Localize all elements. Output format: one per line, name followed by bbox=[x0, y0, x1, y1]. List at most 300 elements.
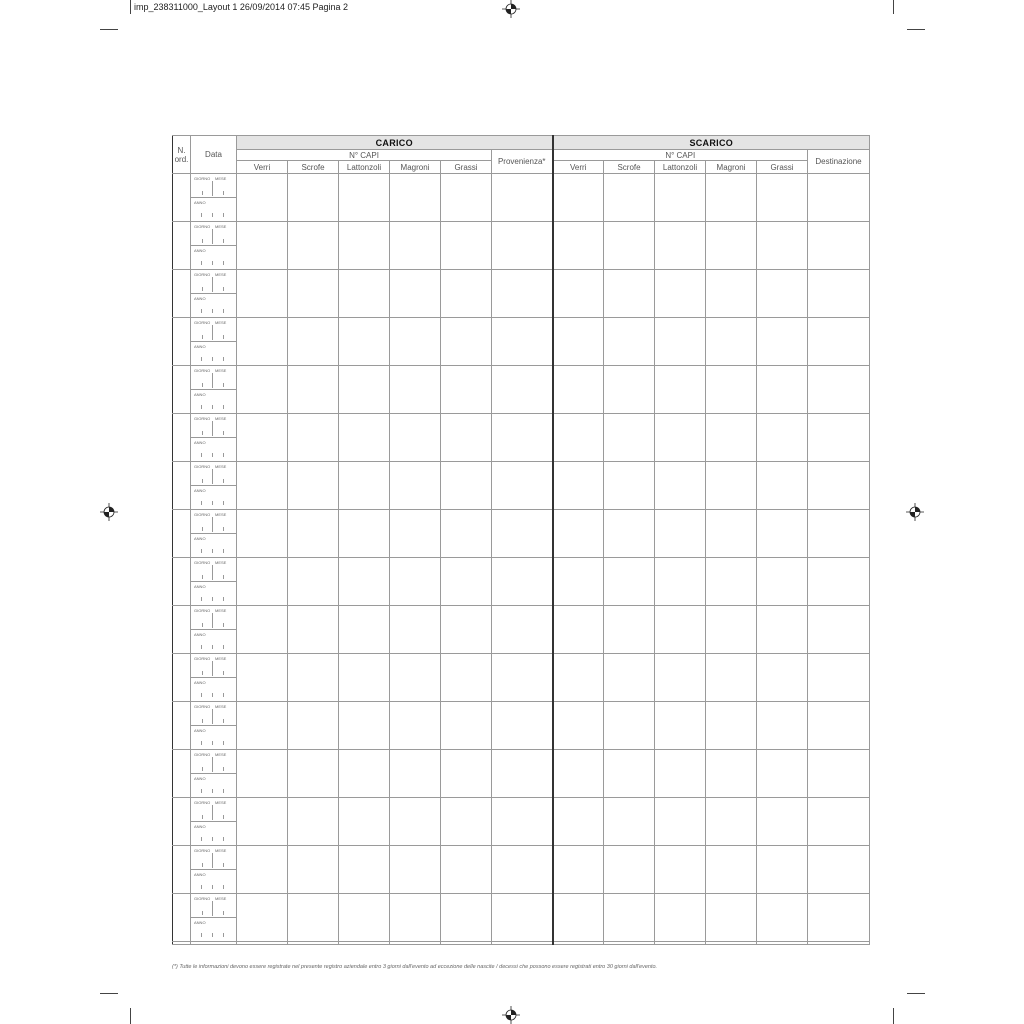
date-divider bbox=[212, 661, 213, 676]
row-number-cell[interactable] bbox=[173, 510, 191, 558]
carico-grassi-cell[interactable] bbox=[441, 510, 492, 558]
date-tick bbox=[202, 767, 203, 771]
date-separator bbox=[191, 869, 236, 870]
date-field[interactable] bbox=[191, 750, 236, 797]
carico-provenienza-cell[interactable] bbox=[492, 894, 553, 942]
carico-provenienza-cell[interactable] bbox=[492, 174, 553, 222]
carico-provenienza-cell[interactable] bbox=[492, 606, 553, 654]
date-year-label: ANNO bbox=[194, 440, 206, 445]
carico-verri-cell[interactable] bbox=[237, 510, 288, 558]
scarico-magroni-cell[interactable] bbox=[706, 846, 757, 894]
crop-mark-top-left bbox=[100, 29, 118, 30]
scarico-verri-cell[interactable] bbox=[553, 462, 604, 510]
carico-verri-cell[interactable] bbox=[237, 702, 288, 750]
scarico-destinazione-cell[interactable] bbox=[808, 462, 870, 510]
carico-provenienza-cell[interactable] bbox=[492, 798, 553, 846]
scarico-scrofe-cell[interactable] bbox=[604, 462, 655, 510]
row-date-cell[interactable] bbox=[191, 270, 237, 318]
carico-scrofe-cell[interactable] bbox=[288, 558, 339, 606]
date-tick bbox=[223, 911, 224, 915]
scarico-magroni-cell[interactable] bbox=[706, 702, 757, 750]
carico-magroni-cell[interactable] bbox=[390, 702, 441, 750]
date-field[interactable] bbox=[191, 318, 236, 365]
carico-grassi-cell[interactable] bbox=[441, 270, 492, 318]
carico-magroni-cell[interactable] bbox=[390, 894, 441, 942]
header-n-ord bbox=[173, 136, 191, 174]
carico-verri-cell[interactable] bbox=[237, 462, 288, 510]
carico-lattonzoli-cell[interactable] bbox=[339, 366, 390, 414]
scarico-verri-cell[interactable] bbox=[553, 318, 604, 366]
date-tick bbox=[212, 261, 213, 265]
date-divider bbox=[212, 709, 213, 724]
carico-verri-cell[interactable] bbox=[237, 174, 288, 222]
date-field[interactable] bbox=[191, 270, 236, 317]
row-number-cell[interactable] bbox=[173, 654, 191, 702]
date-field[interactable] bbox=[191, 654, 236, 701]
row-date-cell[interactable] bbox=[191, 606, 237, 654]
scarico-grassi-cell[interactable] bbox=[757, 846, 808, 894]
carico-scrofe-cell[interactable] bbox=[288, 750, 339, 798]
scarico-lattonzoli-cell[interactable] bbox=[655, 750, 706, 798]
carico-provenienza-cell[interactable] bbox=[492, 702, 553, 750]
scarico-magroni-cell[interactable] bbox=[706, 894, 757, 942]
row-date-cell[interactable] bbox=[191, 414, 237, 462]
date-tick bbox=[212, 837, 213, 841]
scarico-lattonzoli-cell[interactable] bbox=[655, 798, 706, 846]
scarico-grassi-cell[interactable] bbox=[757, 798, 808, 846]
scarico-grassi-cell[interactable] bbox=[757, 222, 808, 270]
scarico-lattonzoli-cell[interactable] bbox=[655, 510, 706, 558]
carico-provenienza-cell[interactable] bbox=[492, 558, 553, 606]
scarico-scrofe-cell[interactable] bbox=[604, 750, 655, 798]
date-year-label: ANNO bbox=[194, 392, 206, 397]
scarico-grassi-cell[interactable] bbox=[757, 894, 808, 942]
carico-scrofe-cell[interactable] bbox=[288, 798, 339, 846]
scarico-verri-cell[interactable] bbox=[553, 558, 604, 606]
scarico-scrofe-cell[interactable] bbox=[604, 558, 655, 606]
scarico-magroni-cell[interactable] bbox=[706, 222, 757, 270]
carico-verri-cell[interactable] bbox=[237, 318, 288, 366]
scarico-magroni-cell[interactable] bbox=[706, 654, 757, 702]
scarico-magroni-cell[interactable] bbox=[706, 558, 757, 606]
carico-magroni-cell[interactable] bbox=[390, 366, 441, 414]
carico-verri-cell[interactable] bbox=[237, 894, 288, 942]
date-field[interactable] bbox=[191, 174, 236, 221]
carico-verri-cell[interactable] bbox=[237, 222, 288, 270]
row-date-cell[interactable] bbox=[191, 846, 237, 894]
scarico-verri-cell[interactable] bbox=[553, 702, 604, 750]
carico-grassi-cell[interactable] bbox=[441, 462, 492, 510]
scarico-scrofe-cell[interactable] bbox=[604, 318, 655, 366]
scarico-grassi-cell[interactable] bbox=[757, 174, 808, 222]
row-number-cell[interactable] bbox=[173, 366, 191, 414]
row-number-cell[interactable] bbox=[173, 798, 191, 846]
scarico-scrofe-cell[interactable] bbox=[604, 366, 655, 414]
carico-magroni-cell[interactable] bbox=[390, 222, 441, 270]
row-date-cell[interactable] bbox=[191, 462, 237, 510]
date-separator bbox=[191, 917, 236, 918]
date-day-label: GIORNO bbox=[194, 176, 211, 181]
scarico-destinazione-cell[interactable] bbox=[808, 414, 870, 462]
scarico-lattonzoli-cell[interactable] bbox=[655, 462, 706, 510]
row-number-cell[interactable] bbox=[173, 222, 191, 270]
scarico-destinazione-cell[interactable] bbox=[808, 222, 870, 270]
scarico-verri-cell[interactable] bbox=[553, 798, 604, 846]
scarico-lattonzoli-cell[interactable] bbox=[655, 366, 706, 414]
carico-lattonzoli-cell[interactable] bbox=[339, 750, 390, 798]
scarico-verri-cell[interactable] bbox=[553, 414, 604, 462]
scarico-destinazione-cell[interactable] bbox=[808, 366, 870, 414]
scarico-grassi-cell[interactable] bbox=[757, 558, 808, 606]
scarico-grassi-cell[interactable] bbox=[757, 606, 808, 654]
date-field[interactable] bbox=[191, 222, 236, 269]
carico-scrofe-cell[interactable] bbox=[288, 702, 339, 750]
scarico-destinazione-cell[interactable] bbox=[808, 270, 870, 318]
row-date-cell[interactable] bbox=[191, 510, 237, 558]
scarico-magroni-cell[interactable] bbox=[706, 270, 757, 318]
scarico-verri-cell[interactable] bbox=[553, 222, 604, 270]
date-day-label: GIORNO bbox=[194, 608, 211, 613]
date-tick bbox=[223, 933, 224, 937]
date-year-label: ANNO bbox=[194, 488, 206, 493]
date-tick bbox=[212, 501, 213, 505]
carico-scrofe-cell[interactable] bbox=[288, 222, 339, 270]
header-carico-magroni: Magroni bbox=[390, 161, 441, 174]
scarico-lattonzoli-cell[interactable] bbox=[655, 174, 706, 222]
scarico-destinazione-cell[interactable] bbox=[808, 894, 870, 942]
carico-grassi-cell[interactable] bbox=[441, 606, 492, 654]
row-number-cell[interactable] bbox=[173, 414, 191, 462]
carico-magroni-cell[interactable] bbox=[390, 174, 441, 222]
register-row bbox=[173, 750, 870, 798]
carico-lattonzoli-cell[interactable] bbox=[339, 558, 390, 606]
scarico-scrofe-cell[interactable] bbox=[604, 510, 655, 558]
carico-verri-cell[interactable] bbox=[237, 606, 288, 654]
row-date-cell[interactable] bbox=[191, 558, 237, 606]
row-date-cell[interactable] bbox=[191, 174, 237, 222]
scarico-scrofe-cell[interactable] bbox=[604, 894, 655, 942]
carico-verri-cell[interactable] bbox=[237, 846, 288, 894]
carico-lattonzoli-cell[interactable] bbox=[339, 414, 390, 462]
date-tick bbox=[202, 623, 203, 627]
carico-grassi-cell[interactable] bbox=[441, 798, 492, 846]
carico-provenienza-cell[interactable] bbox=[492, 462, 553, 510]
date-year-label: ANNO bbox=[194, 248, 206, 253]
date-field[interactable] bbox=[191, 462, 236, 509]
row-number-cell[interactable] bbox=[173, 462, 191, 510]
carico-lattonzoli-cell[interactable] bbox=[339, 654, 390, 702]
carico-scrofe-cell[interactable] bbox=[288, 462, 339, 510]
header-ord-label: ord. bbox=[174, 154, 189, 164]
scarico-scrofe-cell[interactable] bbox=[604, 222, 655, 270]
carico-scrofe-cell[interactable] bbox=[288, 366, 339, 414]
carico-magroni-cell[interactable] bbox=[390, 558, 441, 606]
date-field[interactable] bbox=[191, 846, 236, 893]
scarico-grassi-cell[interactable] bbox=[757, 318, 808, 366]
scarico-grassi-cell[interactable] bbox=[757, 510, 808, 558]
date-day-label: GIORNO bbox=[194, 704, 211, 709]
row-number-cell[interactable] bbox=[173, 174, 191, 222]
scarico-verri-cell[interactable] bbox=[553, 510, 604, 558]
carico-scrofe-cell[interactable] bbox=[288, 318, 339, 366]
date-field[interactable] bbox=[191, 606, 236, 653]
registration-mark-right-icon bbox=[906, 503, 924, 521]
scarico-destinazione-cell[interactable] bbox=[808, 798, 870, 846]
register-row bbox=[173, 270, 870, 318]
date-field[interactable] bbox=[191, 798, 236, 845]
row-number-cell[interactable] bbox=[173, 606, 191, 654]
scarico-destinazione-cell[interactable] bbox=[808, 606, 870, 654]
scarico-verri-cell[interactable] bbox=[553, 750, 604, 798]
date-tick bbox=[223, 645, 224, 649]
date-divider bbox=[212, 517, 213, 532]
carico-scrofe-cell[interactable] bbox=[288, 174, 339, 222]
header-carico-grassi: Grassi bbox=[441, 161, 492, 174]
scarico-magroni-cell[interactable] bbox=[706, 174, 757, 222]
crop-mark-bottom-right-vertical bbox=[893, 1008, 894, 1024]
scarico-lattonzoli-cell[interactable] bbox=[655, 894, 706, 942]
date-tick bbox=[223, 191, 224, 195]
scarico-grassi-cell[interactable] bbox=[757, 366, 808, 414]
scarico-lattonzoli-cell[interactable] bbox=[655, 318, 706, 366]
carico-scrofe-cell[interactable] bbox=[288, 654, 339, 702]
date-tick bbox=[202, 335, 203, 339]
scarico-destinazione-cell[interactable] bbox=[808, 846, 870, 894]
scarico-magroni-cell[interactable] bbox=[706, 750, 757, 798]
date-separator bbox=[191, 389, 236, 390]
carico-grassi-cell[interactable] bbox=[441, 174, 492, 222]
scarico-magroni-cell[interactable] bbox=[706, 606, 757, 654]
carico-grassi-cell[interactable] bbox=[441, 414, 492, 462]
carico-provenienza-cell[interactable] bbox=[492, 366, 553, 414]
date-separator bbox=[191, 677, 236, 678]
carico-verri-cell[interactable] bbox=[237, 366, 288, 414]
date-field[interactable] bbox=[191, 558, 236, 605]
carico-lattonzoli-cell[interactable] bbox=[339, 462, 390, 510]
scarico-scrofe-cell[interactable] bbox=[604, 414, 655, 462]
date-separator bbox=[191, 485, 236, 486]
scarico-scrofe-cell[interactable] bbox=[604, 606, 655, 654]
scarico-lattonzoli-cell[interactable] bbox=[655, 270, 706, 318]
date-tick bbox=[223, 479, 224, 483]
row-date-cell[interactable] bbox=[191, 222, 237, 270]
row-number-cell[interactable] bbox=[173, 558, 191, 606]
scarico-scrofe-cell[interactable] bbox=[604, 174, 655, 222]
date-tick bbox=[223, 501, 224, 505]
scarico-magroni-cell[interactable] bbox=[706, 510, 757, 558]
row-number-cell[interactable] bbox=[173, 894, 191, 942]
scarico-grassi-cell[interactable] bbox=[757, 270, 808, 318]
carico-provenienza-cell[interactable] bbox=[492, 846, 553, 894]
carico-provenienza-cell[interactable] bbox=[492, 318, 553, 366]
carico-grassi-cell[interactable] bbox=[441, 222, 492, 270]
date-field[interactable] bbox=[191, 366, 236, 413]
scarico-grassi-cell[interactable] bbox=[757, 654, 808, 702]
carico-lattonzoli-cell[interactable] bbox=[339, 270, 390, 318]
scarico-destinazione-cell[interactable] bbox=[808, 510, 870, 558]
scarico-scrofe-cell[interactable] bbox=[604, 798, 655, 846]
scarico-destinazione-cell[interactable] bbox=[808, 654, 870, 702]
scarico-verri-cell[interactable] bbox=[553, 174, 604, 222]
carico-magroni-cell[interactable] bbox=[390, 414, 441, 462]
date-day-label: GIORNO bbox=[194, 416, 211, 421]
date-divider bbox=[212, 229, 213, 244]
carico-provenienza-cell[interactable] bbox=[492, 270, 553, 318]
row-number-cell[interactable] bbox=[173, 318, 191, 366]
register-row bbox=[173, 894, 870, 942]
carico-verri-cell[interactable] bbox=[237, 414, 288, 462]
date-tick bbox=[201, 933, 202, 937]
scarico-magroni-cell[interactable] bbox=[706, 366, 757, 414]
carico-grassi-cell[interactable] bbox=[441, 558, 492, 606]
scarico-lattonzoli-cell[interactable] bbox=[655, 654, 706, 702]
scarico-destinazione-cell[interactable] bbox=[808, 318, 870, 366]
date-tick bbox=[202, 575, 203, 579]
row-number-cell[interactable] bbox=[173, 702, 191, 750]
carico-lattonzoli-cell[interactable] bbox=[339, 798, 390, 846]
row-date-cell[interactable] bbox=[191, 318, 237, 366]
carico-grassi-cell[interactable] bbox=[441, 318, 492, 366]
carico-lattonzoli-cell[interactable] bbox=[339, 510, 390, 558]
scarico-verri-cell[interactable] bbox=[553, 846, 604, 894]
carico-lattonzoli-cell[interactable] bbox=[339, 894, 390, 942]
carico-verri-cell[interactable] bbox=[237, 798, 288, 846]
scarico-verri-cell[interactable] bbox=[553, 654, 604, 702]
row-date-cell[interactable] bbox=[191, 702, 237, 750]
date-field[interactable] bbox=[191, 894, 236, 941]
date-tick bbox=[223, 383, 224, 387]
scarico-lattonzoli-cell[interactable] bbox=[655, 846, 706, 894]
scarico-lattonzoli-cell[interactable] bbox=[655, 606, 706, 654]
carico-lattonzoli-cell[interactable] bbox=[339, 846, 390, 894]
scarico-scrofe-cell[interactable] bbox=[604, 846, 655, 894]
carico-magroni-cell[interactable] bbox=[390, 510, 441, 558]
carico-scrofe-cell[interactable] bbox=[288, 606, 339, 654]
row-number-cell[interactable] bbox=[173, 270, 191, 318]
carico-verri-cell[interactable] bbox=[237, 654, 288, 702]
date-tick bbox=[223, 815, 224, 819]
carico-scrofe-cell[interactable] bbox=[288, 270, 339, 318]
carico-verri-cell[interactable] bbox=[237, 750, 288, 798]
header-provenienza: Provenienza* bbox=[492, 150, 553, 174]
row-date-cell[interactable] bbox=[191, 894, 237, 942]
register-body bbox=[173, 174, 870, 945]
date-field[interactable] bbox=[191, 414, 236, 461]
scarico-lattonzoli-cell[interactable] bbox=[655, 558, 706, 606]
date-month-label: MESE bbox=[215, 464, 227, 469]
scarico-verri-cell[interactable] bbox=[553, 606, 604, 654]
scarico-scrofe-cell[interactable] bbox=[604, 654, 655, 702]
carico-provenienza-cell[interactable] bbox=[492, 510, 553, 558]
scarico-verri-cell[interactable] bbox=[553, 894, 604, 942]
carico-provenienza-cell[interactable] bbox=[492, 222, 553, 270]
carico-grassi-cell[interactable] bbox=[441, 366, 492, 414]
carico-scrofe-cell[interactable] bbox=[288, 414, 339, 462]
carico-grassi-cell[interactable] bbox=[441, 846, 492, 894]
carico-magroni-cell[interactable] bbox=[390, 270, 441, 318]
carico-scrofe-cell[interactable] bbox=[288, 510, 339, 558]
scarico-destinazione-cell[interactable] bbox=[808, 702, 870, 750]
scarico-destinazione-cell[interactable] bbox=[808, 750, 870, 798]
date-field[interactable] bbox=[191, 702, 236, 749]
row-date-cell[interactable] bbox=[191, 366, 237, 414]
date-tick bbox=[223, 671, 224, 675]
carico-scrofe-cell[interactable] bbox=[288, 894, 339, 942]
scarico-verri-cell[interactable] bbox=[553, 366, 604, 414]
row-date-cell[interactable] bbox=[191, 750, 237, 798]
date-year-label: ANNO bbox=[194, 776, 206, 781]
scarico-destinazione-cell[interactable] bbox=[808, 174, 870, 222]
register-row bbox=[173, 222, 870, 270]
date-tick bbox=[223, 357, 224, 361]
carico-lattonzoli-cell[interactable] bbox=[339, 702, 390, 750]
carico-grassi-cell[interactable] bbox=[441, 894, 492, 942]
carico-lattonzoli-cell[interactable] bbox=[339, 174, 390, 222]
carico-grassi-cell[interactable] bbox=[441, 654, 492, 702]
scarico-verri-cell[interactable] bbox=[553, 270, 604, 318]
carico-scrofe-cell[interactable] bbox=[288, 846, 339, 894]
carico-magroni-cell[interactable] bbox=[390, 798, 441, 846]
scarico-lattonzoli-cell[interactable] bbox=[655, 222, 706, 270]
carico-lattonzoli-cell[interactable] bbox=[339, 318, 390, 366]
carico-grassi-cell[interactable] bbox=[441, 702, 492, 750]
date-field[interactable] bbox=[191, 510, 236, 557]
carico-verri-cell[interactable] bbox=[237, 270, 288, 318]
scarico-grassi-cell[interactable] bbox=[757, 462, 808, 510]
carico-provenienza-cell[interactable] bbox=[492, 750, 553, 798]
scarico-magroni-cell[interactable] bbox=[706, 414, 757, 462]
carico-magroni-cell[interactable] bbox=[390, 318, 441, 366]
scarico-scrofe-cell[interactable] bbox=[604, 702, 655, 750]
row-number-cell[interactable] bbox=[173, 750, 191, 798]
carico-provenienza-cell[interactable] bbox=[492, 414, 553, 462]
row-number-cell[interactable] bbox=[173, 846, 191, 894]
scarico-grassi-cell[interactable] bbox=[757, 750, 808, 798]
carico-verri-cell[interactable] bbox=[237, 558, 288, 606]
scarico-destinazione-cell[interactable] bbox=[808, 558, 870, 606]
header-carico: CARICO bbox=[237, 136, 553, 150]
scarico-magroni-cell[interactable] bbox=[706, 462, 757, 510]
scarico-lattonzoli-cell[interactable] bbox=[655, 414, 706, 462]
row-date-cell[interactable] bbox=[191, 798, 237, 846]
date-tick bbox=[223, 693, 224, 697]
row-date-cell[interactable] bbox=[191, 654, 237, 702]
date-day-label: GIORNO bbox=[194, 560, 211, 565]
carico-magroni-cell[interactable] bbox=[390, 846, 441, 894]
scarico-grassi-cell[interactable] bbox=[757, 414, 808, 462]
scarico-scrofe-cell[interactable] bbox=[604, 270, 655, 318]
scarico-magroni-cell[interactable] bbox=[706, 798, 757, 846]
date-tick bbox=[202, 383, 203, 387]
scarico-magroni-cell[interactable] bbox=[706, 318, 757, 366]
date-tick bbox=[202, 287, 203, 291]
carico-magroni-cell[interactable] bbox=[390, 462, 441, 510]
date-year-label: ANNO bbox=[194, 872, 206, 877]
date-separator bbox=[191, 533, 236, 534]
carico-provenienza-cell[interactable] bbox=[492, 654, 553, 702]
carico-grassi-cell[interactable] bbox=[441, 750, 492, 798]
register-footer-row bbox=[173, 942, 870, 945]
date-day-label: GIORNO bbox=[194, 368, 211, 373]
carico-magroni-cell[interactable] bbox=[390, 606, 441, 654]
date-tick bbox=[223, 453, 224, 457]
carico-magroni-cell[interactable] bbox=[390, 654, 441, 702]
scarico-lattonzoli-cell[interactable] bbox=[655, 702, 706, 750]
carico-lattonzoli-cell[interactable] bbox=[339, 222, 390, 270]
scarico-grassi-cell[interactable] bbox=[757, 702, 808, 750]
carico-lattonzoli-cell[interactable] bbox=[339, 606, 390, 654]
carico-magroni-cell[interactable] bbox=[390, 750, 441, 798]
